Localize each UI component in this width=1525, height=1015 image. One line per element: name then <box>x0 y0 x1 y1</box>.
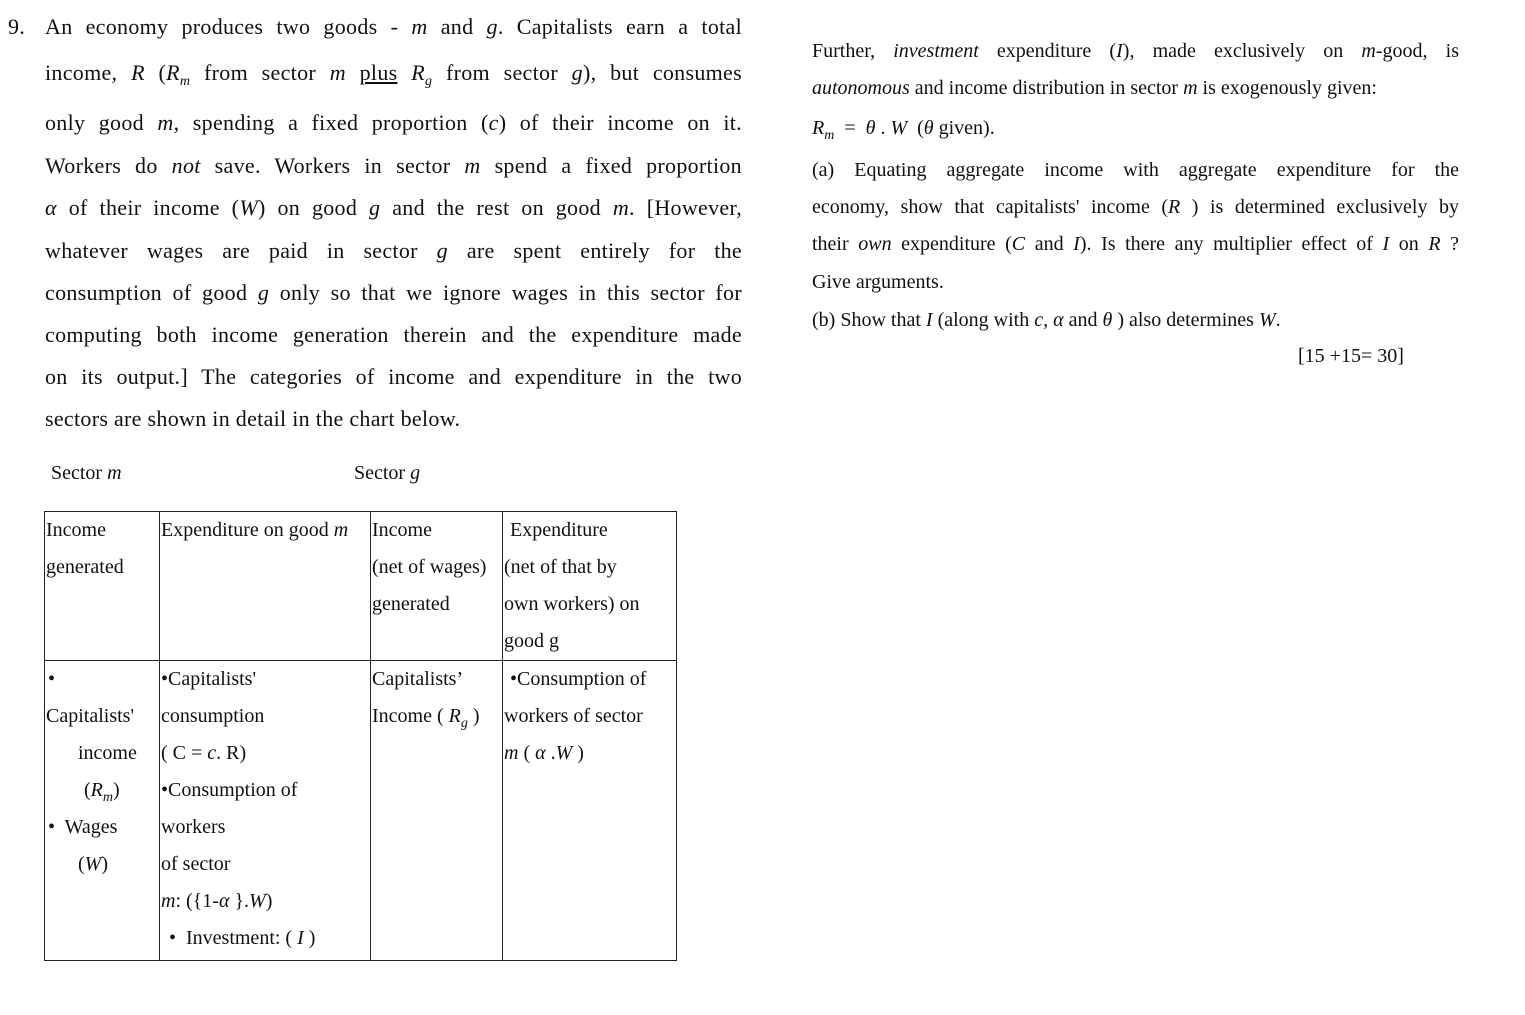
right-line-6: their own expenditure (C and I). Is there any multiplier effect of I on R ? <box>812 233 1459 255</box>
question-line-2: income, R ($R_m$ from sector m plus $R_g$ from sector g), but consumes <box>45 60 742 89</box>
right-line-8: (b) Show that I (along with c, α and θ ) also determines W. <box>812 309 1281 331</box>
question-line-5: α of their income (W) on good g and the rest on good m. [However, <box>45 195 743 220</box>
question-line-4: Workers do not save. Workers in sector m spend a fixed proportion <box>45 153 742 178</box>
right-line-4: (a) Equating aggregate income with aggregate expenditure for the <box>812 159 1459 181</box>
question-number: 9. <box>8 14 26 39</box>
header-income-net-of-wages: Income (net of wages) generated <box>372 519 487 615</box>
sector-m-income-items: • Capitalists' income $(R_m)$ • Wages (W) <box>46 668 137 875</box>
header-income-generated: Income generated <box>46 519 124 578</box>
sector-m-label: Sector m <box>51 462 122 484</box>
question-line-10: sectors are shown in detail in the chart below. <box>45 406 461 431</box>
right-line-3: $R_m = \theta$ . W (θ given). <box>812 117 995 143</box>
sector-g-label: Sector g <box>354 462 421 484</box>
right-line-5: economy, show that capitalists' income (R ) is determined exclusively by <box>812 196 1460 218</box>
income-expenditure-table <box>44 511 677 961</box>
question-line-1: An economy produces two goods - m and g. Capitalists earn a total <box>45 14 743 39</box>
right-line-7: Give arguments. <box>812 271 944 293</box>
question-line-8: computing both income generation therein and the expenditure made <box>45 322 742 347</box>
header-expenditure-good-g: Expenditure (net of that by own workers) on good g <box>504 519 640 652</box>
sector-g-expenditure-items: •Consumption of workers of sector m ( α .W ) <box>504 668 647 764</box>
right-line-2: autonomous and income distribution in sector m is exogenously given: <box>812 77 1377 99</box>
sector-m-expenditure-items: •Capitalists' consumption ( C = c. R) •Consumption of workers of sector m: ({1-α }.W) • Investment: ( I ) <box>161 668 316 949</box>
marks-allocation: [15 +15= 30] <box>1298 345 1404 367</box>
question-line-7: consumption of good g only so that we ignore wages in this sector for <box>45 280 742 305</box>
sector-g-income-items: Capitalists’ Income ( $R_g$ ) <box>372 668 480 731</box>
right-line-1: Further, investment expenditure (I), made exclusively on m-good, is <box>812 40 1459 62</box>
header-expenditure-good-m: Expenditure on good m <box>161 519 349 541</box>
question-line-9: on its output.] The categories of income and expenditure in the two <box>45 364 742 389</box>
question-line-3: only good m, spending a fixed proportion (c) of their income on it. <box>45 110 742 135</box>
question-line-6: whatever wages are paid in sector g are spent entirely for the <box>45 238 742 263</box>
